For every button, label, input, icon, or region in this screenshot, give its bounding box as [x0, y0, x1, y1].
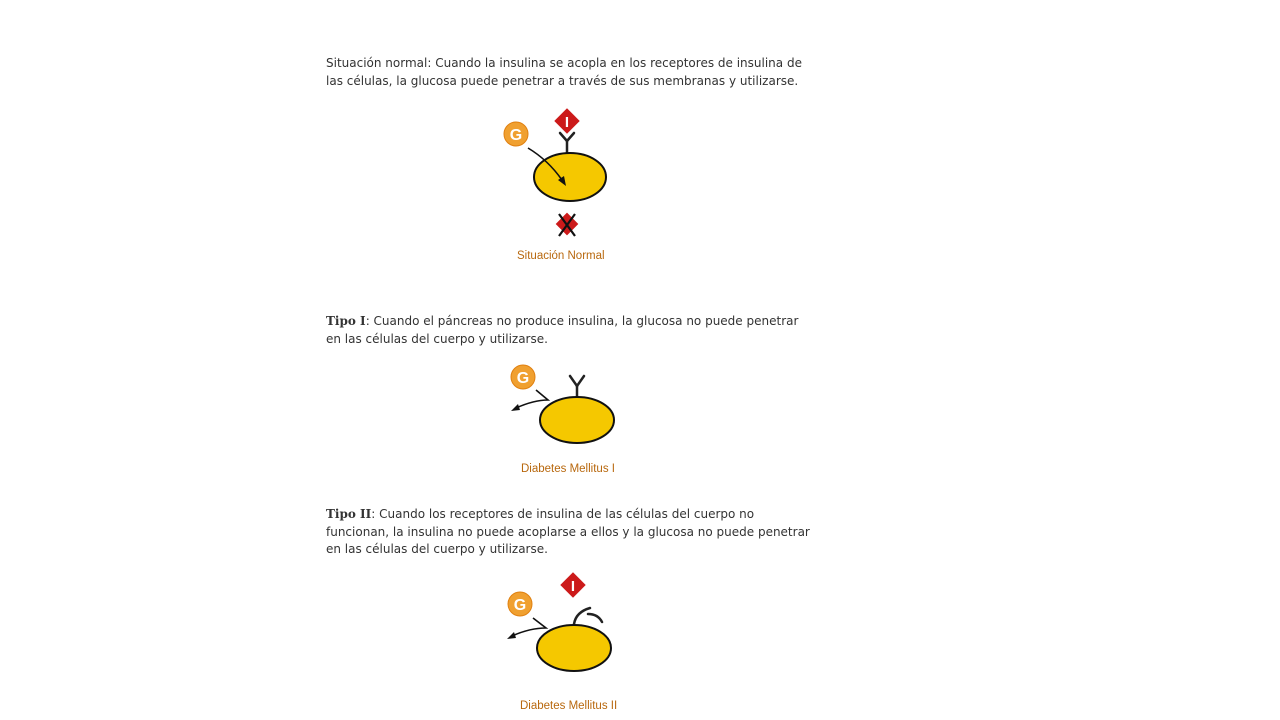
receptor-icon [570, 376, 584, 397]
caption-type-1: Diabetes Mellitus I [521, 463, 615, 475]
glucose-icon [511, 365, 535, 389]
svg-text:I: I [564, 114, 570, 131]
broken-receptor-icon [574, 608, 602, 624]
caption-normal: Situación Normal [517, 250, 605, 262]
paragraph-type-1-lead: Tipo I [326, 314, 366, 328]
paragraph-normal-text: Situación normal: Cuando la insulina se acopla en los receptores de insulina de las células, la glucosa puede penetrar a través de sus membranas y utilizarse. [326, 56, 802, 88]
crossed-insulin-icon [556, 213, 579, 236]
paragraph-type-2 [326, 506, 816, 559]
paragraph-type-1 [326, 313, 816, 348]
insulin-icon [554, 108, 579, 133]
caption-type-2: Diabetes Mellitus II [520, 700, 618, 712]
diagram-type-1 [500, 360, 630, 455]
svg-text:G: G [513, 597, 527, 614]
glucose-rejected-arrow-icon [507, 618, 546, 639]
glucose-icon [504, 122, 528, 146]
insulin-icon [560, 572, 585, 597]
diagram-normal [496, 108, 626, 243]
paragraph-type-2-text: : Cuando los receptores de insulina de las células del cuerpo no funcionan, la insulina no puede acoplarse a ellos y la glucosa no puede penetrar en las células del cuerpo y utilizarse. [326, 507, 810, 556]
receptor-icon [560, 133, 574, 152]
svg-text:I: I [570, 578, 576, 595]
diagram-type-2 [498, 568, 628, 678]
paragraph-type-1-text: : Cuando el páncreas no produce insulina, la glucosa no puede penetrar en las células del cuerpo y utilizarse. [326, 314, 799, 346]
paragraph-type-2-lead: Tipo II [326, 507, 372, 521]
cell-icon [540, 397, 614, 443]
svg-text:G: G [509, 127, 523, 144]
paragraph-normal [326, 55, 816, 90]
cell-icon [537, 625, 611, 671]
svg-text:G: G [516, 370, 530, 387]
glucose-icon [508, 592, 532, 616]
glucose-rejected-arrow-icon [511, 390, 548, 411]
